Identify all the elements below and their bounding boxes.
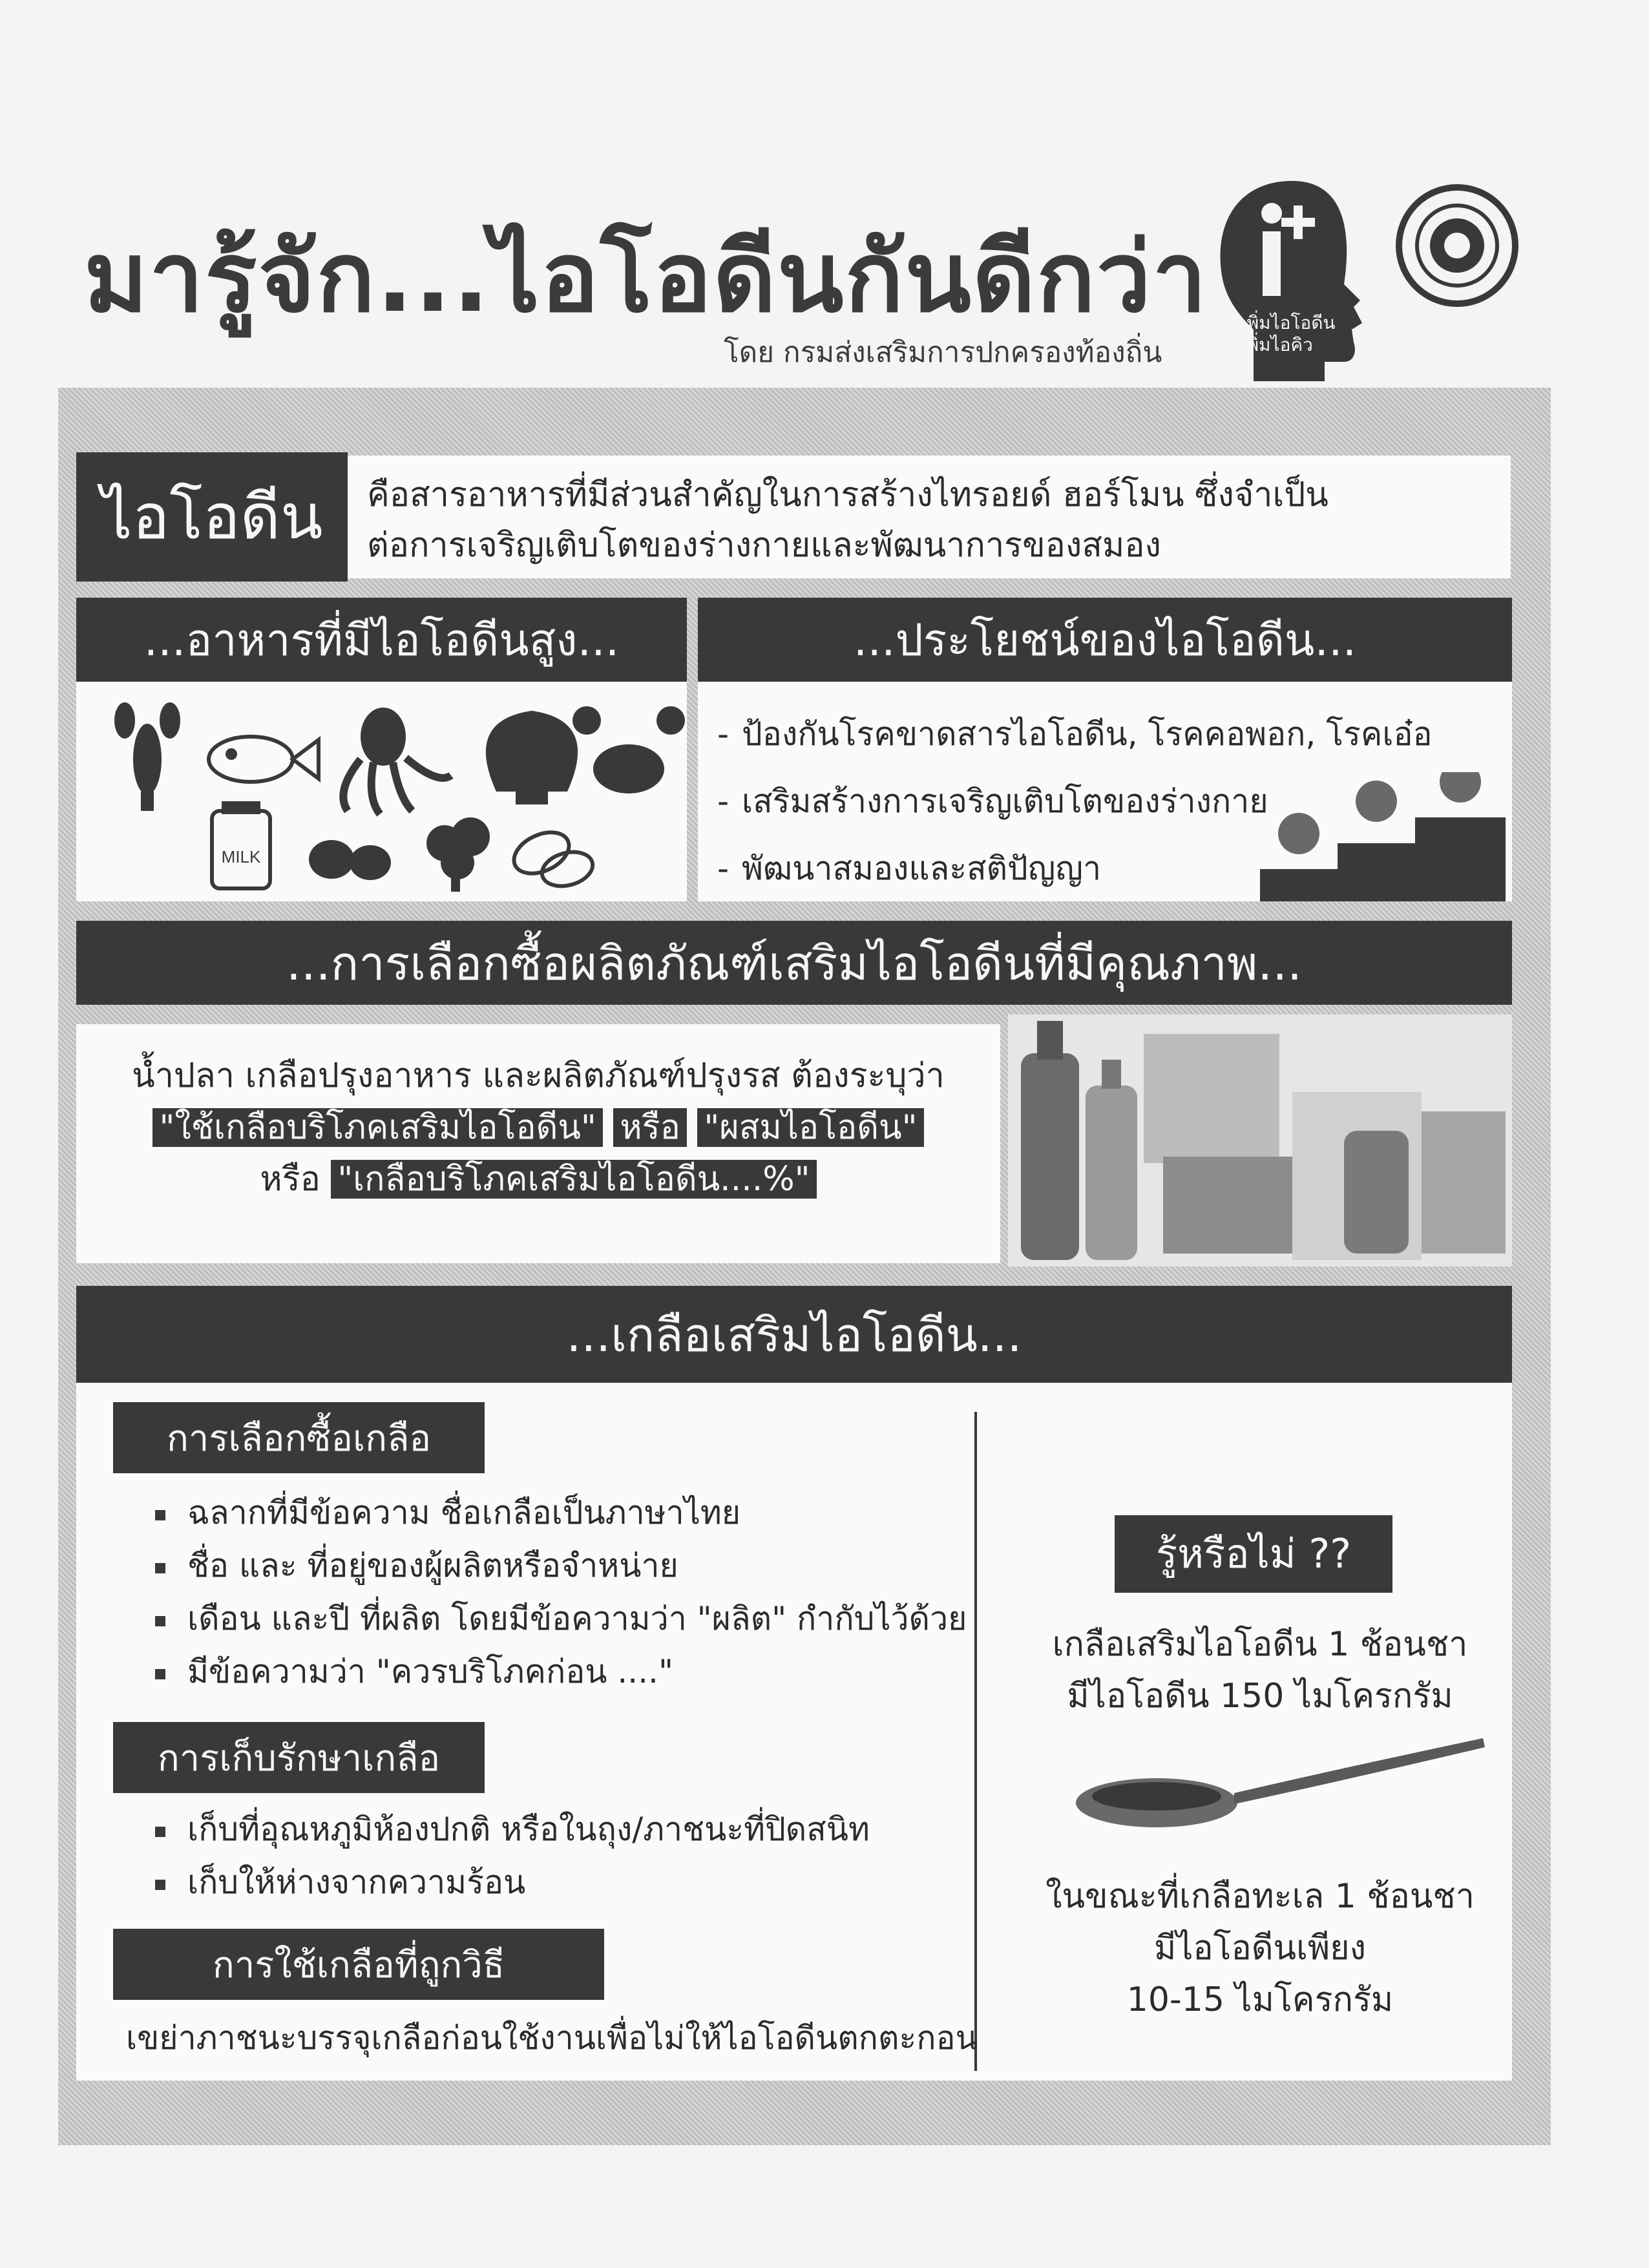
products-heading: ...การเลือกซื้อผลิตภัณฑ์เสริมไอโอดีนที่มีคุณภาพ... xyxy=(76,921,1512,1005)
products-line-3 xyxy=(76,1153,1000,1205)
list-item: มีข้อความว่า "ควรบริโภคก่อน ...." xyxy=(155,1645,967,1698)
list-item: เก็บให้ห่างจากความร้อน xyxy=(155,1856,870,1909)
shell-icon xyxy=(486,711,578,804)
seal-icon xyxy=(1396,184,1518,307)
buying-heading: การเลือกซื้อเกลือ xyxy=(113,1402,485,1473)
product-bottles-image xyxy=(1008,1014,1512,1266)
page-title: มารู้จัก...ไอโอดีนกันดีกว่า xyxy=(84,222,1208,334)
milk-bottle-icon xyxy=(212,801,270,888)
label-option-b: "ผสมไอโอดีน" xyxy=(697,1108,923,1147)
fact-1 xyxy=(1008,1619,1512,1722)
or-text-2: หรือ xyxy=(260,1160,320,1199)
benefits-heading: ...ประโยชน์ของไอโอดีน... xyxy=(698,598,1512,682)
fact-2-line-3: 10-15 ไมโครกรัม xyxy=(1126,1980,1394,2019)
foods-illustrations xyxy=(76,682,687,901)
did-you-know-heading: รู้หรือไม่ ?? xyxy=(1115,1515,1392,1593)
foods-box xyxy=(76,682,687,901)
benefits-box xyxy=(698,682,1512,901)
logo-tagline-2: เพิ่มไอคิว xyxy=(1241,334,1313,355)
definition-line-2: ต่อการเจริญเติบโตของร่างกายและพัฒนาการของสมอง xyxy=(367,526,1161,565)
fact-2-line-2: มีไอโอดีนเพียง xyxy=(1153,1929,1367,1968)
list-item: เดือน และปี ที่ผลิต โดยมีข้อความว่า "ผลิต" กำกับไว้ด้วย xyxy=(155,1592,967,1645)
fact-2 xyxy=(1008,1871,1512,2026)
fact-1-line-2: มีไอโอดีน 150 ไมโครกรัม xyxy=(1067,1677,1453,1716)
squid-icon xyxy=(343,708,451,814)
crab-icon xyxy=(572,706,685,793)
list-item: - เสริมสร้างการเจริญเติบโตของร่างกาย xyxy=(717,782,1268,820)
foods-heading: ...อาหารที่มีไอโอดีนสูง... xyxy=(76,598,687,682)
logo-tagline-1: เพิ่มไอโอดีน xyxy=(1241,312,1336,333)
definition-line-1: คือสารอาหารที่มีส่วนสำคัญในการสร้างไทรอยด์ ฮอร์โมน ซึ่งจำเป็น xyxy=(367,476,1329,514)
list-item: ชื่อ และ ที่อยู่ของผู้ผลิตหรือจำหน่าย xyxy=(155,1539,967,1592)
egg-icon xyxy=(309,840,391,880)
government-seal xyxy=(1396,184,1518,307)
products-line-2 xyxy=(76,1102,1000,1153)
fish-icon xyxy=(209,737,319,782)
storage-list xyxy=(155,1803,870,1909)
salt-divider xyxy=(974,1412,977,2071)
seaweed-icon xyxy=(426,817,490,892)
definition-box xyxy=(348,456,1511,578)
spoon-image xyxy=(1073,1732,1486,1835)
list-item: - พัฒนาสมองและสติปัญญา xyxy=(717,850,1102,887)
usage-text: เขย่าภาชนะบรรจุเกลือก่อนใช้งานเพื่อไม่ให้ไอโอดีนตกตะกอน xyxy=(126,2019,978,2057)
lobster-icon xyxy=(114,702,180,811)
fact-1-line-1: เกลือเสริมไอโอดีน 1 ช้อนชา xyxy=(1052,1625,1468,1664)
list-item: ฉลากที่มีข้อความ ชื่อเกลือเป็นภาษาไทย xyxy=(155,1486,967,1539)
or-text-1: หรือ xyxy=(613,1108,686,1147)
products-photo xyxy=(1008,1014,1512,1266)
products-intro: น้ำปลา เกลือปรุงอาหาร และผลิตภัณฑ์ปรุงรส ต้องระบุว่า xyxy=(132,1056,945,1095)
list-item: เก็บที่อุณหภูมิห้องปกติ หรือในถุง/ภาชนะที่ปิดสนิท xyxy=(155,1803,870,1856)
buying-list xyxy=(155,1486,967,1698)
label-option-a: "ใช้เกลือบริโภคเสริมไอโอดีน" xyxy=(152,1108,602,1147)
spoon-icon xyxy=(1073,1732,1486,1835)
children-illustration xyxy=(1234,772,1506,901)
label-option-c: "เกลือบริโภคเสริมไอโอดีน....%" xyxy=(331,1160,816,1199)
milk-label: MILK xyxy=(221,847,261,866)
usage-heading: การใช้เกลือที่ถูกวิธี xyxy=(113,1929,604,2000)
bean-icon xyxy=(507,824,596,892)
storage-heading: การเก็บรักษาเกลือ xyxy=(113,1722,485,1793)
list-item: - ป้องกันโรคขาดสารไอโอดีน, โรคคอพอก, โรคเอ๋อ xyxy=(717,715,1433,753)
byline: โดย กรมส่งเสริมการปกครองท้องถิ่น xyxy=(724,336,1162,369)
salt-heading: ...เกลือเสริมไอโอดีน... xyxy=(76,1286,1512,1383)
products-box xyxy=(76,1024,1000,1263)
definition-label: ไอโอดีน xyxy=(76,452,348,582)
fact-2-line-1: ในขณะที่เกลือทะเล 1 ช้อนชา xyxy=(1045,1877,1475,1916)
